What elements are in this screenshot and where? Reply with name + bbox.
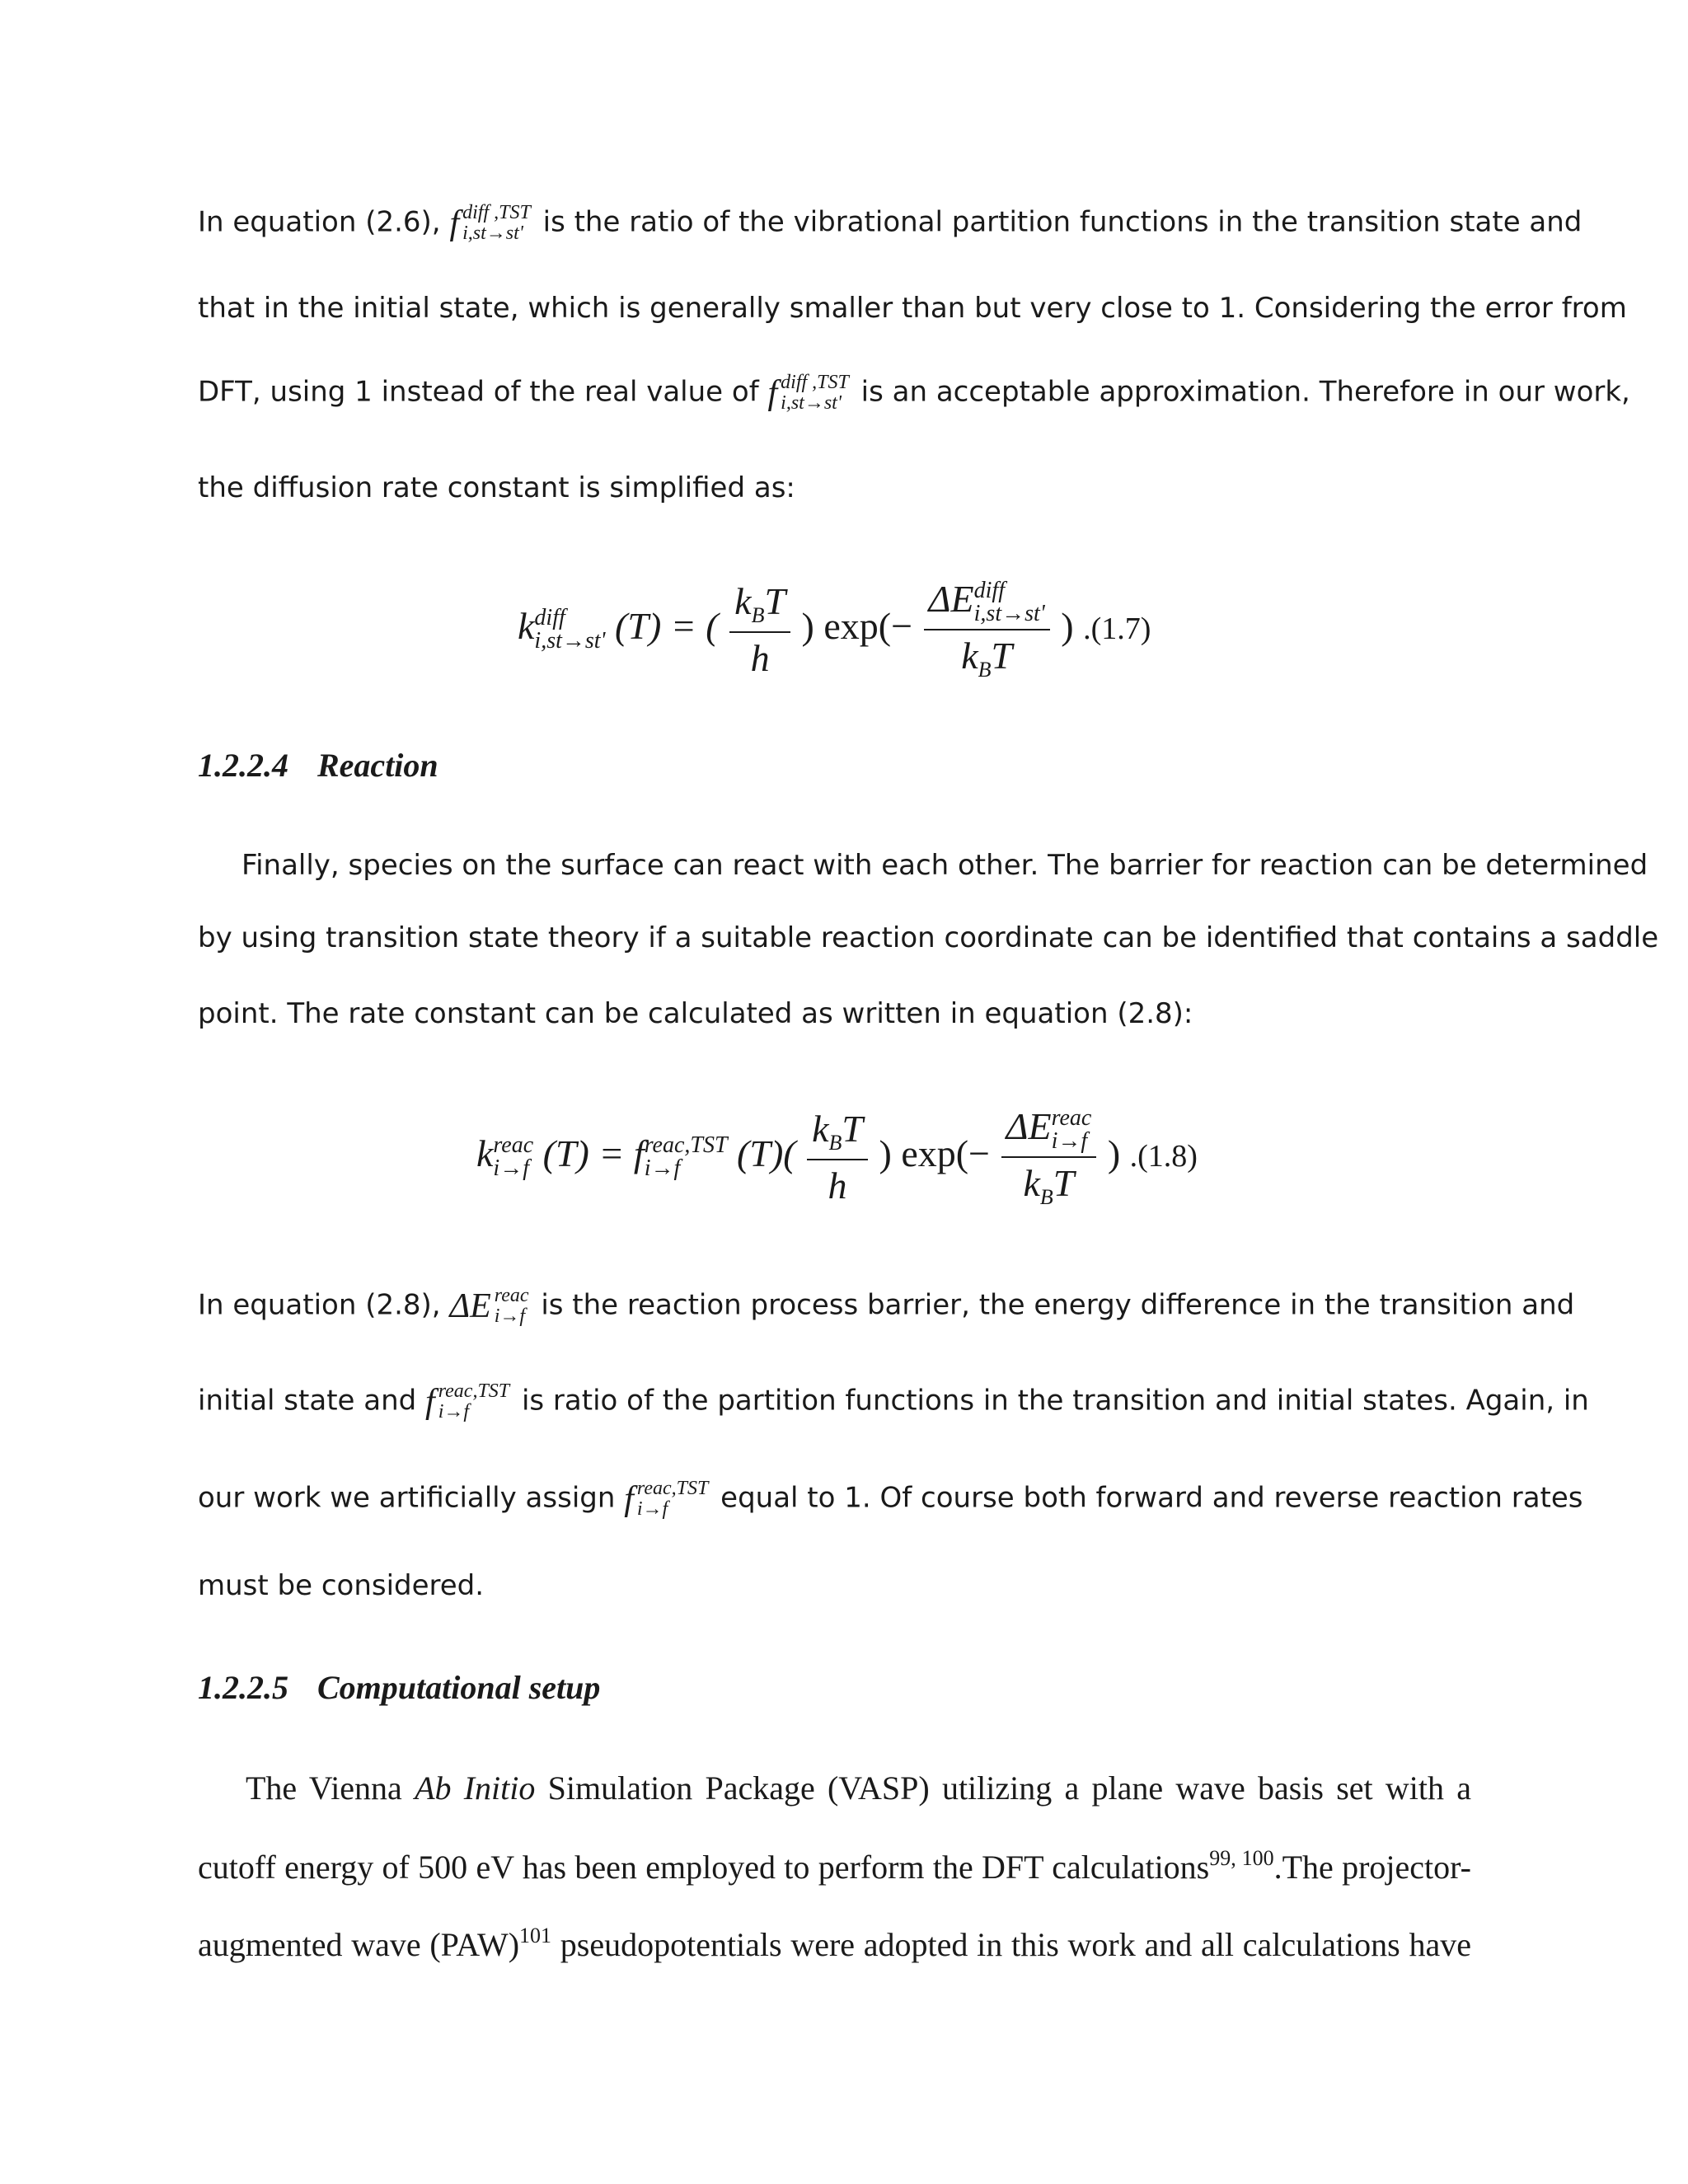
f-diff-scripts: diff ,TST i,st→st' <box>781 372 849 415</box>
f-diff-scripts: diff ,TST i,st→st' <box>462 202 531 245</box>
section-title: Computational setup <box>317 1669 601 1706</box>
eq-exp: ) exp(− <box>801 604 913 647</box>
eq-fraction-energy: ΔE reac i→f $k_BT$ <box>1001 1104 1097 1210</box>
f-reac-symbol: f <box>425 1383 435 1422</box>
text: cutoff energy of 500 eV has been employed to perform the DFT calculations <box>198 1849 1210 1886</box>
text: .The projector- <box>1273 1849 1471 1886</box>
text: is ratio of the partition functions in the transition and initial states. Again, in <box>521 1384 1589 1418</box>
f-reac-scripts: reac,TST i→f <box>438 1380 510 1423</box>
section-heading-reaction <box>198 746 438 785</box>
para3-line1 <box>198 1285 1575 1328</box>
para2-line1: Finally, species on the surface can react with each other. The barrier for reaction can be determined <box>241 849 1648 882</box>
eq-fraction-energy: ΔE diff i,st→st' $k_BT$ <box>924 577 1050 682</box>
para3-line3 <box>198 1478 1583 1521</box>
text: In equation (2.8), <box>198 1288 441 1322</box>
eq-close: ) <box>1107 1132 1121 1174</box>
para4-line2 <box>198 1846 1471 1886</box>
eq-k: k <box>518 604 535 647</box>
para2-line3: point. The rate constant can be calculated as written in equation (2.8): <box>198 997 1193 1030</box>
f-reac-scripts: reac,TST i→f <box>636 1478 709 1521</box>
text: The Vienna <box>246 1769 415 1807</box>
eq-lhs: (T) = <box>542 1132 634 1174</box>
text: our work we artificially assign <box>198 1481 616 1515</box>
text: pseudopotentials were adopted in this work and all calculations have <box>551 1926 1471 1963</box>
eq-fraction-kbt-h: $\frac{k_BT}{h}$ <box>807 1107 868 1207</box>
eq-k-scripts: diff i,st→st' <box>534 605 606 654</box>
para4-line3 <box>198 1924 1471 1964</box>
eq-close: ) <box>1061 604 1074 647</box>
delta-e-reac-scripts: reac i→f <box>494 1285 529 1328</box>
para1-line4: the diffusion rate constant is simplified as: <box>198 471 795 504</box>
section-title: Reaction <box>317 747 438 784</box>
para1-line1 <box>198 202 1582 245</box>
eq-f-scripts: reac,TST i→f <box>644 1132 728 1182</box>
section-heading-computational-setup <box>198 1668 600 1707</box>
text: Simulation Package (VASP) utilizing a plane wave basis set with a <box>535 1769 1472 1807</box>
citation: 101 <box>519 1924 552 1947</box>
f-diff-symbol: f <box>767 374 778 413</box>
equation-1-8 <box>476 1104 1198 1210</box>
text: is the ratio of the vibrational partition functions in the transition state and <box>542 205 1582 239</box>
text: is the reaction process barrier, the energy difference in the transition and <box>541 1288 1575 1322</box>
para1-line3 <box>198 372 1630 415</box>
f-diff-symbol: f <box>449 204 460 243</box>
text: In equation (2.6), <box>198 205 441 239</box>
text: augmented wave (PAW) <box>198 1926 520 1963</box>
para2-line2: by using transition state theory if a suitable reaction coordinate can be identified that contains a saddle <box>198 921 1659 954</box>
citation: 99, 100 <box>1209 1846 1274 1870</box>
para1-line2: that in the initial state, which is generally smaller than but very close to 1. Considering the error from <box>198 292 1627 325</box>
para4-line1 <box>246 1769 1471 1807</box>
text: is an acceptable approximation. Therefore in our work, <box>860 375 1630 409</box>
para3-line4: must be considered. <box>198 1569 485 1602</box>
equation-number: .(1.7) <box>1083 611 1151 646</box>
equation-number: .(1.8) <box>1129 1138 1198 1174</box>
equation-1-7 <box>518 577 1151 682</box>
delta-e-reac-symbol: ΔE <box>449 1287 491 1326</box>
eq-lhs: (T) = ( <box>615 604 719 647</box>
eq-fraction-kbt-h: $\frac{k_BT}{h}$ <box>729 579 790 680</box>
para3-line2 <box>198 1380 1589 1423</box>
text: initial state and <box>198 1384 417 1418</box>
eq-mid: (T)( <box>737 1132 796 1174</box>
text: DFT, using 1 instead of the real value of <box>198 375 759 409</box>
italic-text: Ab Initio <box>415 1769 536 1807</box>
text: equal to 1. Of course both forward and reverse reaction rates <box>720 1481 1583 1515</box>
eq-k: k <box>476 1132 494 1174</box>
f-reac-symbol: f <box>624 1480 634 1519</box>
section-number: 1.2.2.4 <box>198 747 288 784</box>
section-number: 1.2.2.5 <box>198 1669 288 1706</box>
eq-f: f <box>633 1132 645 1174</box>
eq-k-scripts: reac i→f <box>493 1132 534 1182</box>
eq-exp: ) exp(− <box>879 1132 990 1174</box>
